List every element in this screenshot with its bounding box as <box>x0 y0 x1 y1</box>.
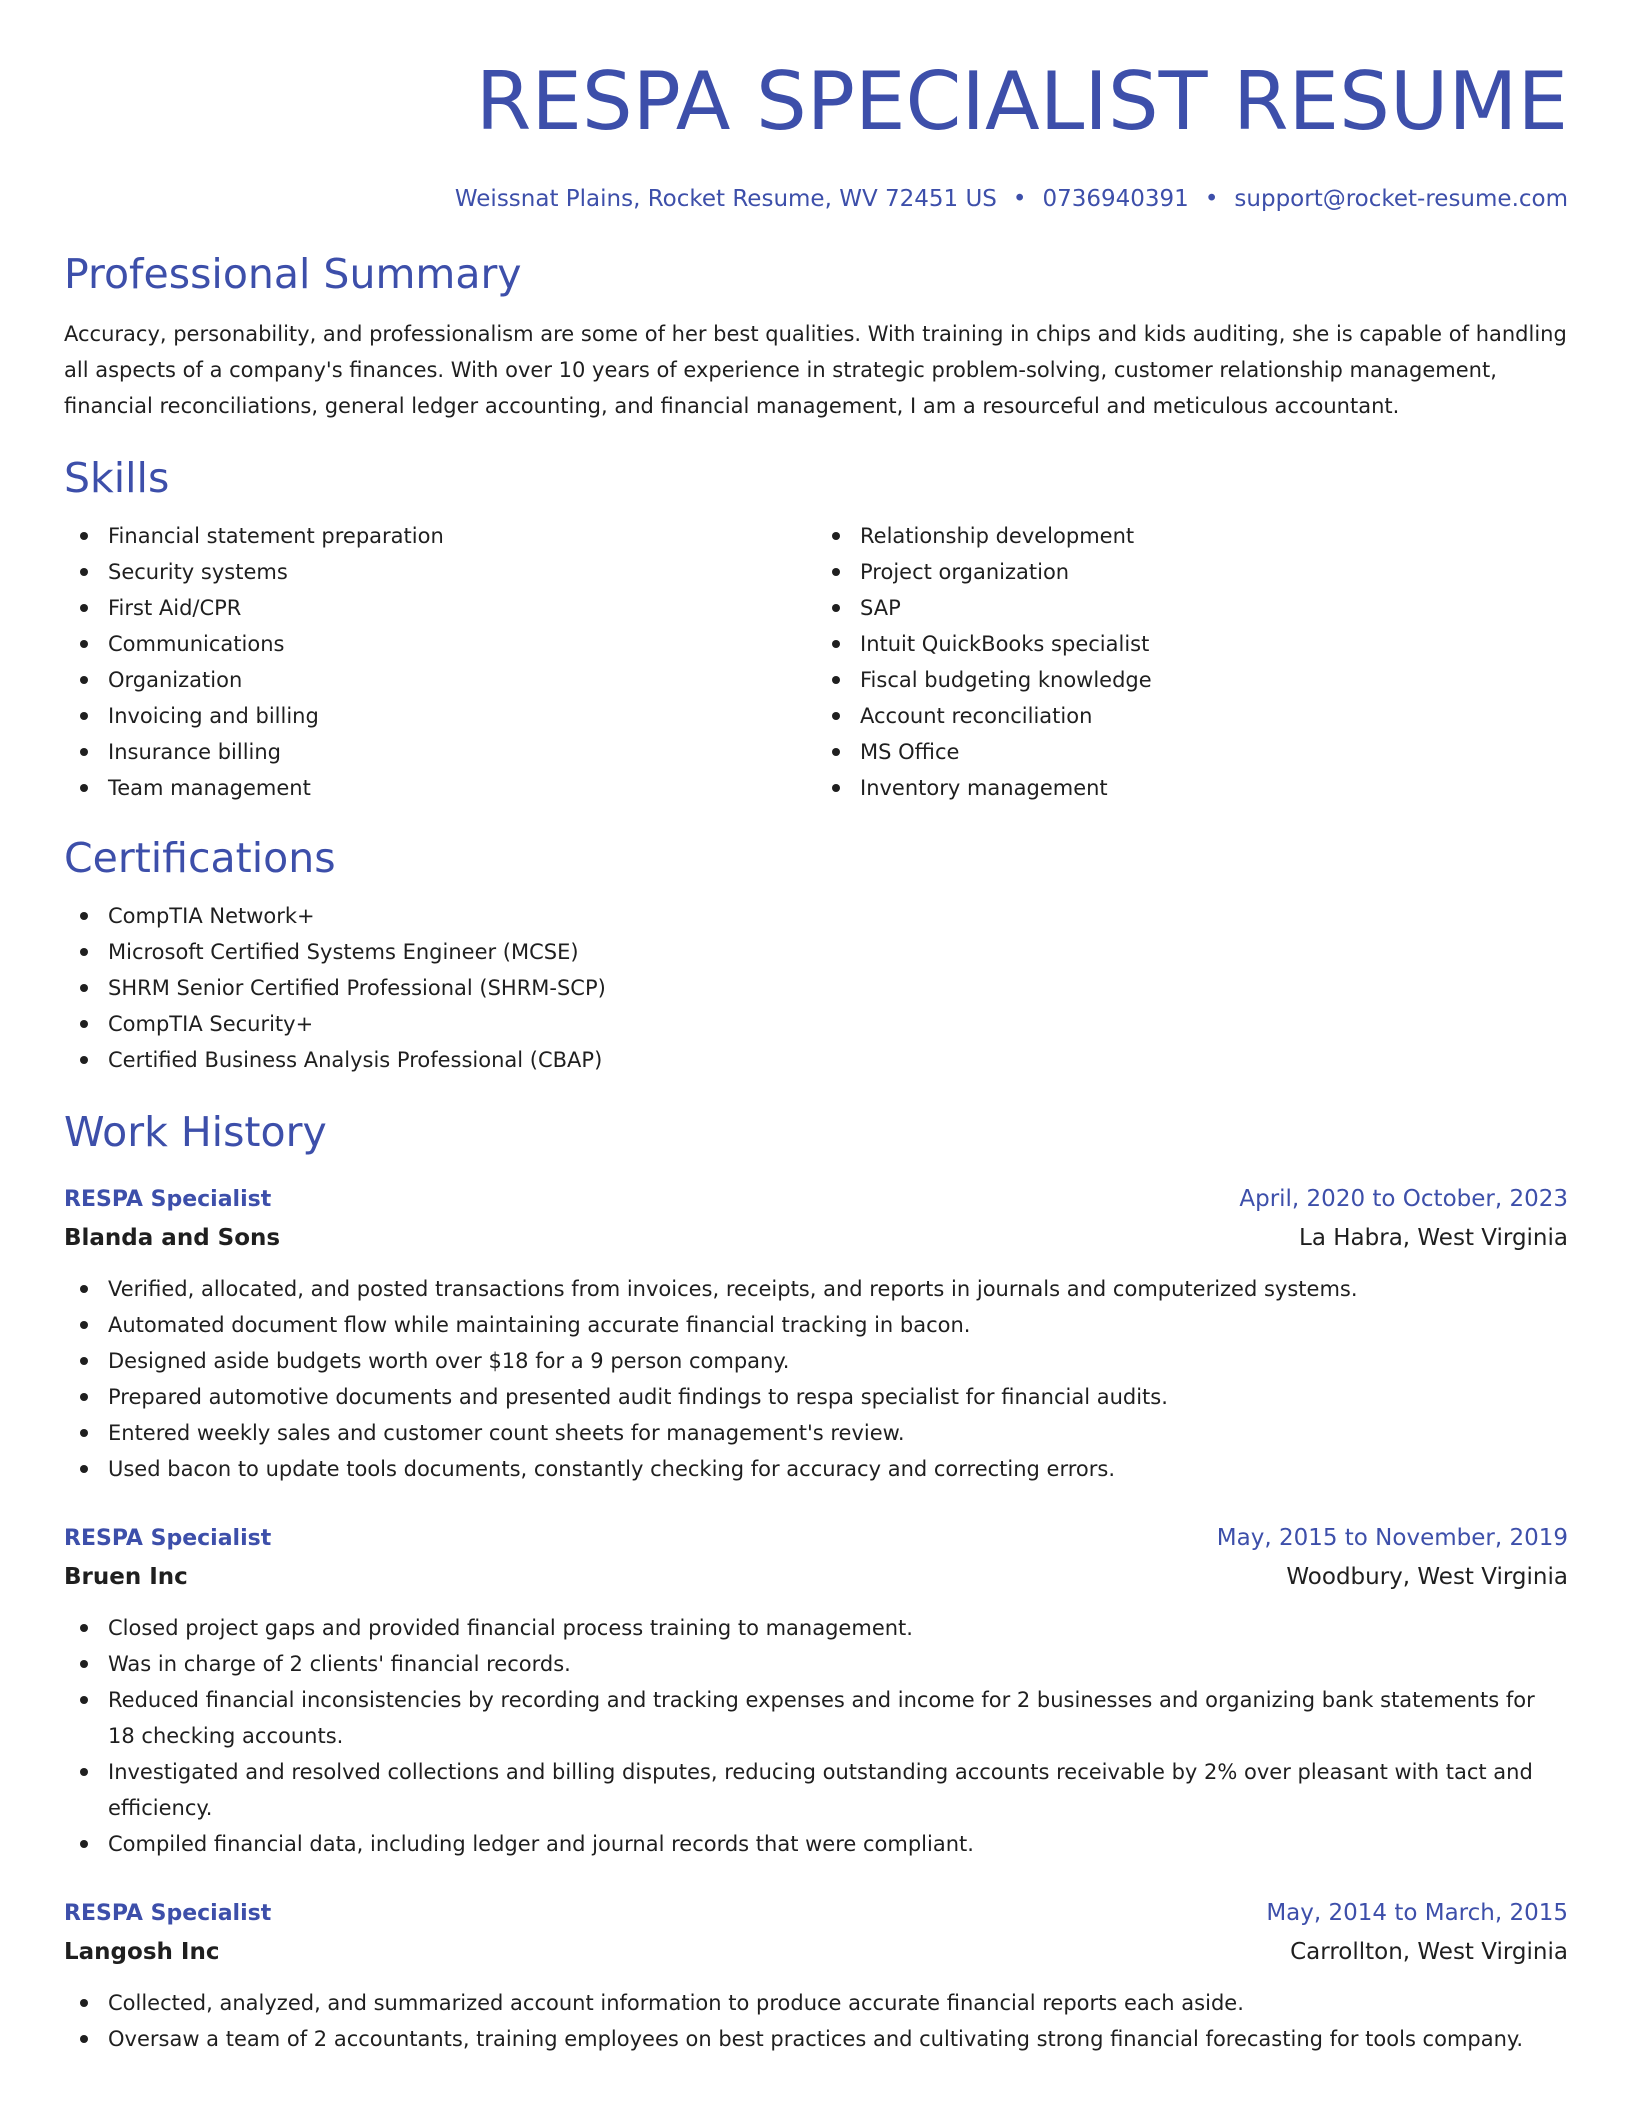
skill-item: First Aid/CPR <box>64 590 816 626</box>
skill-item: Relationship development <box>816 518 1568 554</box>
contact-phone: 0736940391 <box>1042 186 1189 212</box>
contact-address: Weissnat Plains, Rocket Resume, WV 72451 US <box>454 186 997 212</box>
skills-list-left <box>64 518 816 806</box>
skill-item: Communications <box>64 626 816 662</box>
job-entry <box>64 1519 1568 1862</box>
skill-item: Invoicing and billing <box>64 698 816 734</box>
job-bullet: Designed aside budgets worth over $18 for a 9 person company. <box>64 1343 1568 1379</box>
certifications-heading: Certifications <box>64 834 336 882</box>
job-company: Langosh Inc <box>64 1939 220 1965</box>
job-bullet: Used bacon to update tools documents, constantly checking for accuracy and correcting errors. <box>64 1451 1568 1487</box>
job-bullet: Oversaw a team of 2 accountants, training employees on best practices and cultivating strong financial forecasting for tools company. <box>64 2021 1568 2057</box>
skill-item: Organization <box>64 662 816 698</box>
job-company: Blanda and Sons <box>64 1225 281 1251</box>
certification-item: SHRM Senior Certified Professional (SHRM-SCP) <box>64 970 1568 1006</box>
certifications-section <box>64 830 1568 1078</box>
skills-list-right <box>816 518 1568 806</box>
skill-item: Intuit QuickBooks specialist <box>816 626 1568 662</box>
job-bullet: Closed project gaps and provided financial process training to management. <box>64 1610 1568 1646</box>
job-bullet: Reduced financial inconsistencies by recording and tracking expenses and income for 2 businesses and organizing bank statements for 18 checking accounts. <box>64 1682 1568 1754</box>
skills-section <box>64 450 1568 806</box>
job-bullet: Automated document flow while maintaining accurate financial tracking in bacon. <box>64 1307 1568 1343</box>
job-bullet: Collected, analyzed, and summarized account information to produce accurate financial reports each aside. <box>64 1985 1568 2021</box>
job-bullets <box>64 1271 1568 1487</box>
job-bullet: Verified, allocated, and posted transactions from invoices, receipts, and reports in journals and computerized systems. <box>64 1271 1568 1307</box>
job-title: RESPA Specialist <box>64 1526 272 1551</box>
certifications-list <box>64 898 1568 1078</box>
skills-heading: Skills <box>64 454 170 502</box>
skill-item: Inventory management <box>816 770 1568 806</box>
job-dates: May, 2015 to November, 2019 <box>1216 1525 1568 1551</box>
job-bullet: Prepared automotive documents and presented audit findings to respa specialist for financial audits. <box>64 1379 1568 1415</box>
job-title-row <box>64 1519 1568 1558</box>
job-bullets <box>64 1985 1568 2057</box>
job-dates: May, 2014 to March, 2015 <box>1266 1900 1568 1926</box>
job-title: RESPA Specialist <box>64 1187 272 1212</box>
job-title-row <box>64 1180 1568 1219</box>
skill-item: Fiscal budgeting knowledge <box>816 662 1568 698</box>
job-title-row <box>64 1894 1568 1933</box>
summary-section <box>64 246 1568 424</box>
job-entry <box>64 1180 1568 1487</box>
skill-item: Insurance billing <box>64 734 816 770</box>
resume-title: RESPA SPECIALIST RESUME <box>475 55 1568 148</box>
contact-separator: • <box>1012 186 1027 212</box>
certification-item: Microsoft Certified Systems Engineer (MCSE) <box>64 934 1568 970</box>
skill-item: Team management <box>64 770 816 806</box>
skill-item: Financial statement preparation <box>64 518 816 554</box>
contact-separator: • <box>1204 186 1219 212</box>
job-company-row <box>64 1219 1568 1257</box>
work-history-heading: Work History <box>64 1108 327 1156</box>
certification-item: Certified Business Analysis Professional (CBAP) <box>64 1042 1568 1078</box>
skill-item: Account reconciliation <box>816 698 1568 734</box>
job-company: Bruen Inc <box>64 1564 188 1590</box>
job-bullet: Compiled financial data, including ledger and journal records that were compliant. <box>64 1826 1568 1862</box>
job-bullets <box>64 1610 1568 1862</box>
skill-item: Project organization <box>816 554 1568 590</box>
job-company-row <box>64 1933 1568 1971</box>
job-location: Woodbury, West Virginia <box>1286 1564 1568 1590</box>
work-history-section <box>64 1104 1568 2057</box>
job-bullet: Was in charge of 2 clients' financial records. <box>64 1646 1568 1682</box>
skill-item: MS Office <box>816 734 1568 770</box>
job-bullet: Entered weekly sales and customer count sheets for management's review. <box>64 1415 1568 1451</box>
job-title: RESPA Specialist <box>64 1901 272 1926</box>
job-company-row <box>64 1558 1568 1596</box>
summary-text: Accuracy, personability, and professionalism are some of her best qualities. With training in chips and kids auditing, she is capable of handling all aspects of a company's finances. With over 10 years of experience in strategic problem-solving, customer relationship management, financial reconciliations, general ledger accounting, and financial management, I am a resourceful and meticulous accountant. <box>64 322 1567 418</box>
contact-email[interactable]: support@rocket-resume.com <box>1234 186 1568 212</box>
job-bullet: Investigated and resolved collections and billing disputes, reducing outstanding accounts receivable by 2% over pleasant with tact and efficiency. <box>64 1754 1568 1826</box>
summary-heading: Professional Summary <box>64 250 522 298</box>
job-entry <box>64 1894 1568 2057</box>
job-dates: April, 2020 to October, 2023 <box>1239 1186 1568 1212</box>
contact-line <box>64 182 1568 216</box>
skill-item: SAP <box>816 590 1568 626</box>
job-location: Carrollton, West Virginia <box>1290 1939 1568 1965</box>
certification-item: CompTIA Security+ <box>64 1006 1568 1042</box>
certification-item: CompTIA Network+ <box>64 898 1568 934</box>
skill-item: Security systems <box>64 554 816 590</box>
resume-header <box>64 52 1568 216</box>
job-location: La Habra, West Virginia <box>1299 1225 1568 1251</box>
skills-grid <box>64 518 1568 806</box>
